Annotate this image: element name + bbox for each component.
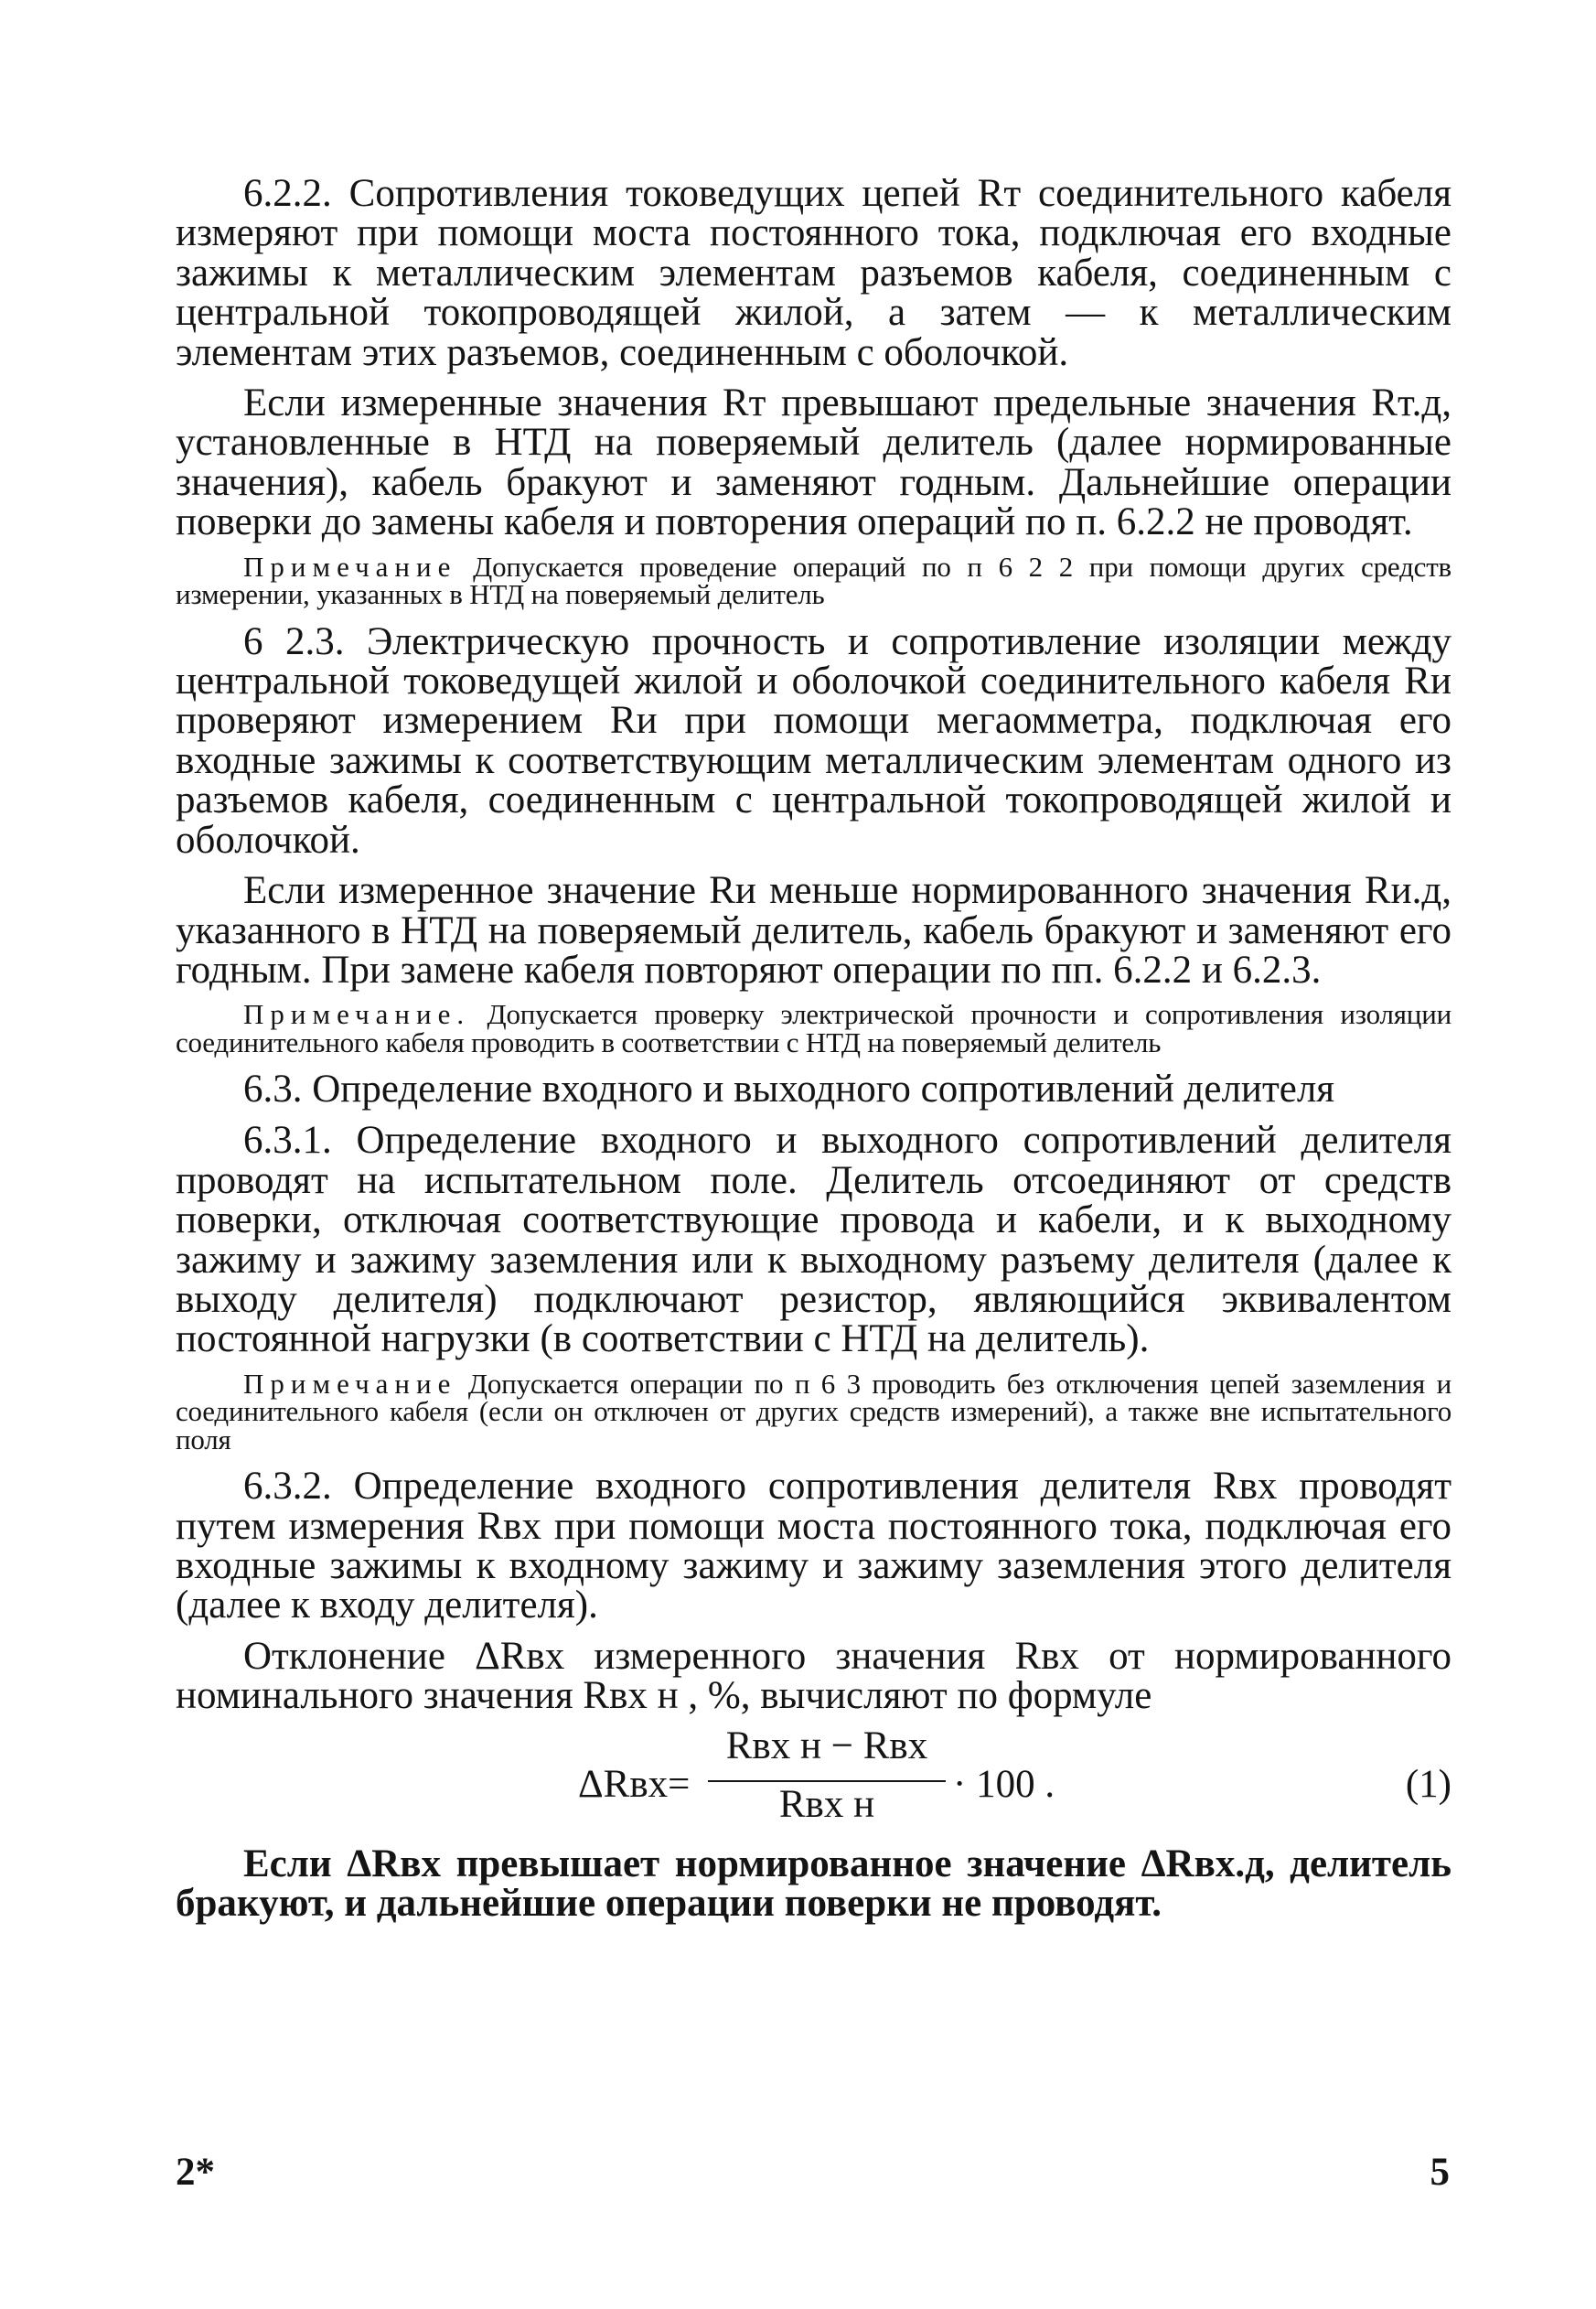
paragraph-deviation: Отклонение ΔRвх измеренного значения Rвх от нормированного номинального значения Rвх н , %, вычисляют по формуле <box>176 1634 1451 1718</box>
signature-mark: 2* <box>176 2151 215 2194</box>
formula-numerator: Rвх н − Rвх <box>725 1724 928 1767</box>
section-6-3-heading: 6.3. Определение входного и выходного сопротивлений делителя <box>243 1068 1335 1112</box>
note-text: Допускается проведение операций по п 6 2 2 при помощи других средств измерении, указанных в НТД на поверяемый делитель <box>176 550 1451 611</box>
formula-1 <box>176 1724 1451 1835</box>
note-label: Примечание <box>243 550 457 583</box>
note-1 <box>176 550 1451 611</box>
paragraph-6-3-2: 6.3.2. Определение входного сопротивления делителя Rвх проводят путем измерения Rвх при помощи моста постоянного тока, подключая его входные зажимы к входному зажиму и зажиму заземления этого делителя (далее к входу делителя). <box>176 1465 1451 1627</box>
paragraph-6-2-2: 6.2.2. Сопротивления токоведущих цепей Rт соединительного кабеля измеряют при помощи моста постоянного тока, подключая его входные зажимы к металлическим элементам разъемов кабеля, соединенным с центральной токопроводящей жилой, а затем — к металлическим элементам этих разъемов, соединенным с оболочкой. <box>176 172 1451 374</box>
note-text: Допускается операции по п 6 3 проводить без отключения цепей заземления и соединительного кабеля (если он отключен от других средств измерений), а также вне испытательного поля <box>176 1367 1451 1455</box>
note-label: Примечание. <box>243 998 471 1031</box>
paragraph-conclusion: Если ΔRвх превышает нормированное значение ΔRвх.д, делитель бракуют, и дальнейшие операции поверки не проводят. <box>176 1842 1451 1926</box>
note-3 <box>176 1367 1451 1455</box>
formula-multiplier: · 100 . <box>953 1762 1055 1806</box>
paragraph-rt-limits: Если измеренные значения Rт превышают предельные значения Rт.д, установленные в НТД на поверяемый делитель (далее нормированные значения), кабель бракуют и заменяют годным. Дальнейшие операции поверки до замены кабеля и повторения операций по п. 6.2.2 не проводят. <box>176 381 1451 544</box>
formula-body <box>578 1724 1090 1835</box>
formula-number: (1) <box>1405 1762 1451 1806</box>
formula-denominator: Rвх н <box>778 1782 875 1826</box>
paragraph-6-2-3: 6 2.3. Электрическую прочность и сопротивление изоляции между центральной токоведущей жилой и оболочкой соединительного кабеля Rи проверяют измерением Rи при помощи мегаомметра, подключая его входные зажимы к соответствующим металлическим элементам одного из разъемов кабеля, соединенным с центральной токопроводящей жилой и оболочкой. <box>176 619 1451 862</box>
paragraph-6-3-1: 6.3.1. Определение входного и выходного сопротивлений делителя проводят на испытательном поле. Делитель отсоединяют от средств поверки, отключая соответствующие провода и кабели, и к выходному зажиму и зажиму заземления или к выходному разъему делителя (далее к выходу делителя) подключают резистор, являющийся эквивалентом постоянной нагрузки (в соответствии с НТД на делитель). <box>176 1119 1451 1361</box>
formula-lhs: ΔRвх= <box>578 1762 691 1806</box>
note-text: Допускается проверку электрической прочности и сопротивления изоляции соединительного кабеля проводить в соответствии с НТД на поверяемый делитель <box>176 998 1451 1058</box>
paragraph-ri-limits: Если измеренное значение Rи меньше нормированного значения Rи.д, указанного в НТД на поверяемый делитель, кабель бракуют и заменяют его годным. При замене кабеля повторяют операции по пп. 6.2.2 и 6.2.3. <box>176 869 1451 992</box>
page-content <box>176 174 1451 1935</box>
note-2 <box>176 998 1451 1058</box>
page-number: 5 <box>1430 2151 1450 2194</box>
note-label: Примечание <box>243 1367 457 1400</box>
